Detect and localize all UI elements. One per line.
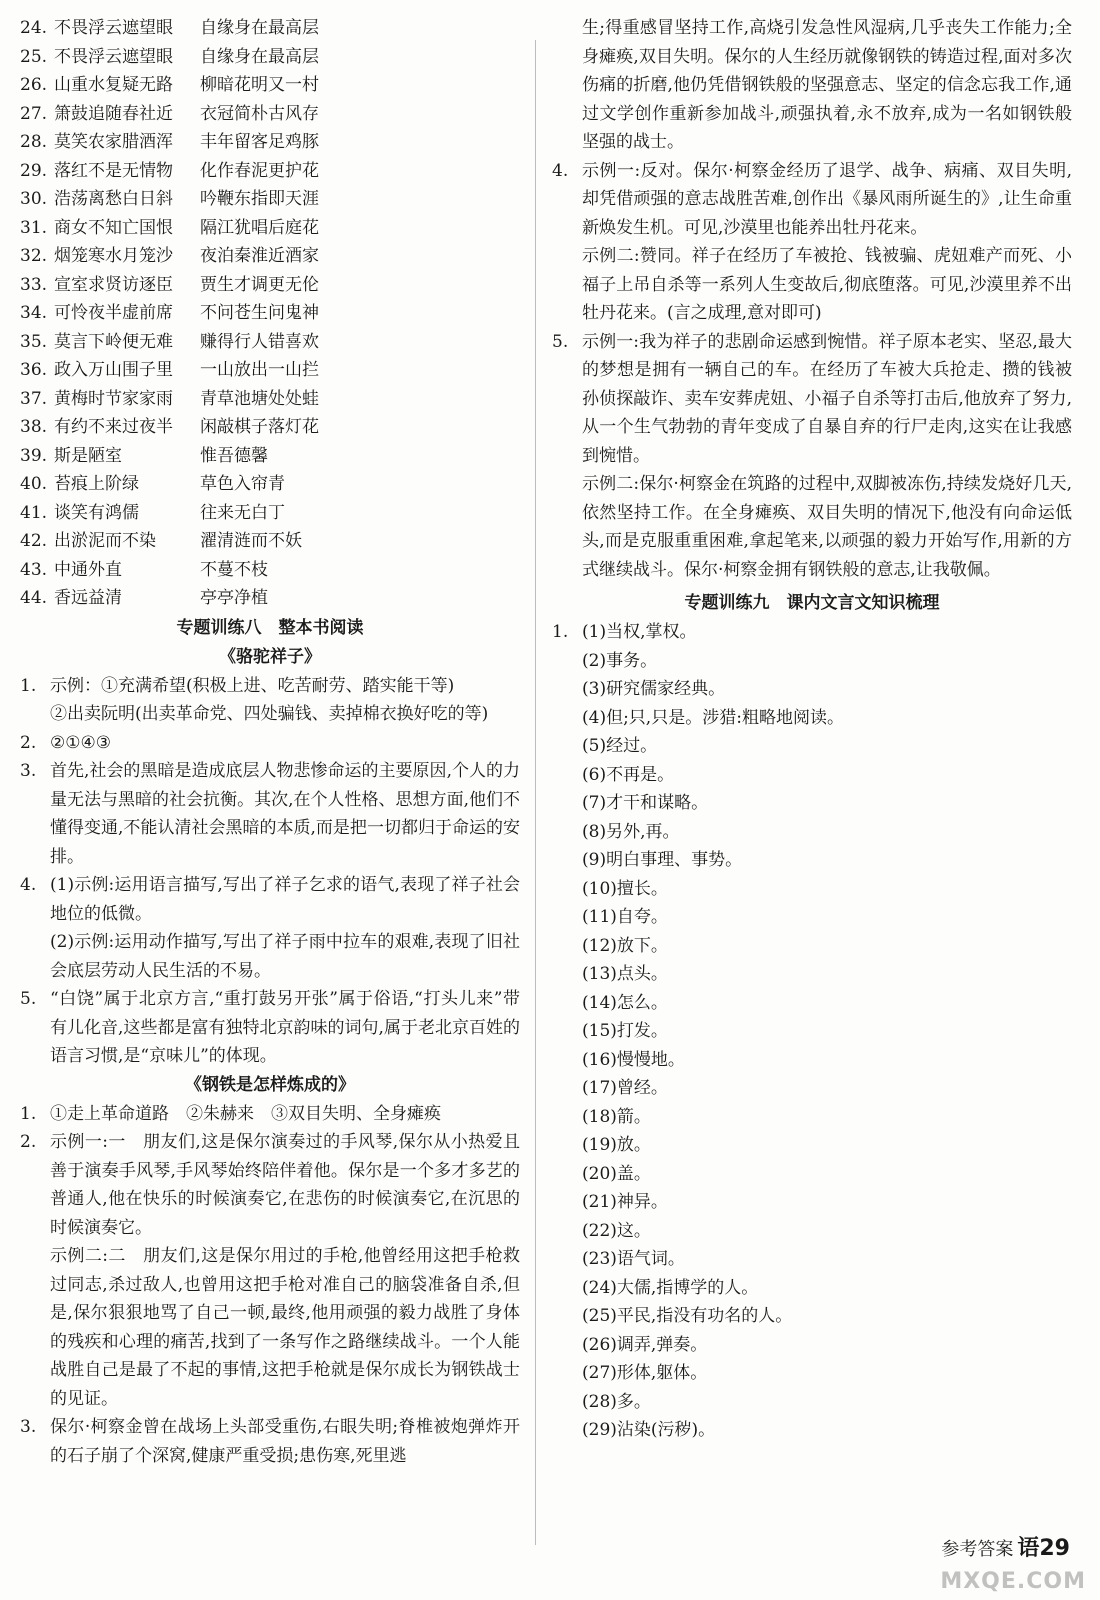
poem-line-b: 惟吾德馨 <box>200 445 268 466</box>
glossary-row <box>552 618 1072 647</box>
item-number: 3. <box>20 761 37 781</box>
poem-line-b: 夜泊秦淮近酒家 <box>200 246 319 266</box>
item-line: ①走上革命道路 ②朱赫来 ③双目失明、全身瘫痪 <box>50 1103 441 1124</box>
poem-line-a: 可怜夜半虚前席 <box>54 303 173 323</box>
item-continuation: (2)示例:运用动作描写,写出了祥子雨中拉车的艰难,表现了旧社会底层劳动人民生活的不易。 <box>50 932 520 981</box>
poem-line-a: 不畏浮云遮望眼 <box>54 46 173 67</box>
item-number: 4. <box>20 875 37 895</box>
item-number: 2. <box>20 732 37 753</box>
poem-line-b: 自缘身在最高层 <box>200 46 319 67</box>
poem-line-a: 出淤泥而不染 <box>54 531 156 551</box>
item-number <box>552 1245 582 1274</box>
poem-line-b: 丰年留客足鸡豚 <box>200 132 319 152</box>
glossary-row <box>552 1359 1072 1388</box>
item-number <box>552 1416 582 1445</box>
poem-line-a: 政入万山围子里 <box>54 360 173 380</box>
item-number <box>552 1388 582 1417</box>
poem-row <box>20 556 520 585</box>
poem-line-a: 中通外直 <box>54 559 122 580</box>
glossary-row <box>552 1217 1072 1246</box>
poem-row <box>20 100 520 129</box>
poem-number: 28. <box>20 132 48 152</box>
answer-item-4 <box>552 157 1072 243</box>
glossary-row <box>552 846 1072 875</box>
item-line: (1)示例:运用语言描写,写出了祥子乞求的语气,表现了祥子社会地位的低微。 <box>50 875 520 924</box>
item-number <box>552 1302 582 1331</box>
glossary-row <box>552 704 1072 733</box>
poem-line-b: 自缘身在最高层 <box>200 18 319 38</box>
item-line: 示例：①充满希望(积极上进、吃苦耐劳、踏实能干等) <box>50 675 455 696</box>
glossary-row <box>552 1074 1072 1103</box>
poem-number: 32. <box>20 246 48 266</box>
glossary-entry: (7)才干和谋略。 <box>582 793 709 813</box>
glossary-entry: (2)事务。 <box>582 650 658 671</box>
glossary-entry: (12)放下。 <box>582 935 668 956</box>
item-number: 4. <box>552 160 569 181</box>
poem-line-b: 化作春泥更护花 <box>200 160 319 181</box>
poem-number: 44. <box>20 588 48 608</box>
poem-row <box>20 299 520 328</box>
page-footer <box>941 1531 1070 1562</box>
column-divider <box>535 40 536 1545</box>
item-text: 示例一:我为祥子的悲剧命运感到惋惜。祥子原本老实、坚忍,最大的梦想是拥有一辆自己的车。在经历了车被大兵抢走、攒的钱被孙侦探敲诈、卖车安葬虎妞、小福子自杀等打击后,他放弃了努力,从一个生气勃勃的青年变成了自暴自弃的行尸走肉,这实在让我感到惋惜。 <box>582 331 1072 466</box>
poem-line-b: 一山放出一山拦 <box>200 360 319 380</box>
item4-example2: 示例二:赞同。祥子在经历了车被抢、钱被骗、虎妞难产而死、小福子上吊自杀等一系列人生变故后,彻底堕落。可见,沙漠里养不出牡丹花来。(言之成理,意对即可) <box>582 246 1072 323</box>
poem-line-b: 草色入帘青 <box>200 474 285 494</box>
poem-row <box>20 185 520 214</box>
poem-row <box>20 43 520 72</box>
glossary-entry: (6)不再是。 <box>582 764 675 785</box>
section8-title: 专题训练八 整本书阅读 <box>176 617 364 638</box>
item-number <box>552 1331 582 1360</box>
item-number <box>552 761 582 790</box>
glossary-entry: (9)明白事理、事势。 <box>582 850 743 870</box>
poem-number: 43. <box>20 559 48 580</box>
answer-item <box>20 1100 520 1129</box>
poem-row <box>20 271 520 300</box>
item-number <box>552 1103 582 1132</box>
glossary-entry: (14)怎么。 <box>582 992 668 1013</box>
poem-number: 40. <box>20 474 48 494</box>
answer-item <box>20 729 520 758</box>
poem-row <box>20 527 520 556</box>
item-text <box>50 1128 520 1242</box>
page-number: 语29 <box>1017 1536 1070 1561</box>
poem-line-a: 莫言下岭便无难 <box>54 331 173 352</box>
answer-item <box>20 1413 520 1470</box>
glossary-entry: (24)大儒,指博学的人。 <box>582 1277 759 1298</box>
item-line: 首先,社会的黑暗是造成底层人物悲惨命运的主要原因,个人的力量无法与黑暗的社会抗衡。其次,在个人性格、思想方面,他们不懂得变通,不能认清社会黑暗的本质,而是把一切都归于命运的安排。 <box>50 761 520 867</box>
glossary-entry: (17)曾经。 <box>582 1078 668 1098</box>
poem-line-a: 山重水复疑无路 <box>54 75 173 95</box>
poem-number: 35. <box>20 331 48 352</box>
glossary-row <box>552 1046 1072 1075</box>
poem-line-a: 莫笑农家腊酒浑 <box>54 132 173 152</box>
glossary-entry: (29)沾染(污秽)。 <box>582 1420 716 1440</box>
glossary-entry: (5)经过。 <box>582 736 658 756</box>
item-number <box>552 675 582 704</box>
item-text <box>50 757 520 871</box>
item-number <box>552 1160 582 1189</box>
right-column <box>552 14 1072 1445</box>
poem-line-b: 隔江犹唱后庭花 <box>200 217 319 238</box>
item-number <box>552 704 582 733</box>
poem-line-a: 浩荡离愁白日斜 <box>54 189 173 209</box>
item-number <box>552 932 582 961</box>
poem-row <box>20 242 520 271</box>
glossary-entry: (10)擅长。 <box>582 878 668 899</box>
glossary-row <box>552 1416 1072 1445</box>
poem-line-a: 落红不是无情物 <box>54 160 173 181</box>
poem-line-a: 斯是陋室 <box>54 445 122 466</box>
glossary-entry: (15)打发。 <box>582 1021 668 1041</box>
answer-item <box>20 1128 520 1242</box>
poem-row <box>20 356 520 385</box>
glossary-row <box>552 1160 1072 1189</box>
poem-number: 33. <box>20 274 48 295</box>
glossary-entry: (23)语气词。 <box>582 1249 685 1269</box>
item-continuation: ②出卖阮明(出卖革命党、四处骗钱、卖掉棉衣换好吃的等) <box>50 704 489 724</box>
answer-item <box>20 985 520 1071</box>
item-number <box>552 1074 582 1103</box>
item-text <box>50 871 520 928</box>
poem-number: 29. <box>20 160 48 181</box>
item3-continued: 生;得重感冒坚持工作,高烧引发急性风湿病,几乎丧失工作能力;全身瘫痪,双目失明。保尔的人生经历就像钢铁的铸造过程,面对多次伤痛的折磨,他仍凭借钢铁般的坚强意志、坚定的信念忘我工作,通过文学创作重新参加战斗,顽强执着,永不放弃,成为一名如钢铁般坚强的战士。 <box>582 18 1072 152</box>
glossary-entry: (18)箭。 <box>582 1106 651 1127</box>
glossary-entry: (16)慢慢地。 <box>582 1049 685 1070</box>
item-number: 1. <box>20 675 37 696</box>
poem-row <box>20 157 520 186</box>
glossary-row <box>552 818 1072 847</box>
answer-item <box>20 757 520 871</box>
glossary-row <box>552 875 1072 904</box>
poem-line-b: 闲敲棋子落灯花 <box>200 417 319 437</box>
glossary-row <box>552 903 1072 932</box>
item-number: 2. <box>20 1132 37 1152</box>
poem-line-b: 衣冠简朴古风存 <box>200 103 319 124</box>
glossary-entry: (22)这。 <box>582 1220 651 1241</box>
poem-number: 27. <box>20 103 48 124</box>
book2-answers <box>20 1100 520 1471</box>
poem-line-b: 柳暗花明又一村 <box>200 75 319 95</box>
glossary-row <box>552 1274 1072 1303</box>
poem-line-a: 香远益清 <box>54 588 122 608</box>
item-line: 保尔·柯察金曾在战场上头部受重伤,右眼失明;脊椎被炮弹炸开的石子崩了个深窝,健康严重受损;患伤寒,死里逃 <box>50 1417 520 1466</box>
left-column <box>20 14 520 1470</box>
glossary-row <box>552 675 1072 704</box>
glossary-row <box>552 960 1072 989</box>
item-number <box>552 1274 582 1303</box>
item-number: 1. <box>20 1103 37 1124</box>
poem-line-b: 不蔓不枝 <box>200 559 268 580</box>
poem-line-b: 吟鞭东指即天涯 <box>200 189 319 209</box>
glossary-entry: (27)形体,躯体。 <box>582 1363 708 1383</box>
poem-line-b: 贾生才调更无伦 <box>200 274 319 295</box>
poem-number: 24. <box>20 18 48 38</box>
book1-answers <box>20 672 520 1071</box>
poem-line-b: 往来无白丁 <box>200 502 285 523</box>
glossary-entry: (25)平民,指没有功名的人。 <box>582 1306 793 1326</box>
poem-row <box>20 470 520 499</box>
poem-line-b: 青草池塘处处蛙 <box>200 388 319 409</box>
glossary-row <box>552 1388 1072 1417</box>
item5-example2: 示例二:保尔·柯察金在筑路的过程中,双脚被冻伤,持续发烧好几天,依然坚持工作。在全身瘫痪、双目失明的情况下,他没有向命运低头,而是克服重重困难,拿起笔来,以顽强的毅力开始写作,用新的方式继续战斗。保尔·柯察金拥有钢铁般的意志,让我敬佩。 <box>582 474 1072 580</box>
poem-line-a: 谈笑有鸿儒 <box>54 502 139 523</box>
poem-number: 41. <box>20 502 48 523</box>
glossary-entry: (13)点头。 <box>582 964 668 984</box>
glossary-row <box>552 1103 1072 1132</box>
poem-row <box>20 385 520 414</box>
item-number <box>552 989 582 1018</box>
poem-number: 31. <box>20 217 48 238</box>
glossary-row <box>552 732 1072 761</box>
item-line: 示例一:一 朋友们,这是保尔演奏过的手风琴,保尔从小热爱且善于演奏手风琴,手风琴始终陪伴着他。保尔是一个多才多艺的普通人,他在快乐的时候演奏它,在悲伤的时候演奏它,在沉思的时候演奏它。 <box>50 1132 520 1238</box>
poem-line-b: 濯清涟而不妖 <box>200 531 302 551</box>
poem-line-a: 箫鼓追随春社近 <box>54 103 173 124</box>
answer-item <box>20 871 520 928</box>
book2-title: 《钢铁是怎样炼成的》 <box>185 1074 355 1095</box>
glossary-entry: (1)当权,掌权。 <box>582 622 697 642</box>
poem-number: 34. <box>20 303 48 323</box>
poem-row <box>20 442 520 471</box>
glossary-entry: (19)放。 <box>582 1135 651 1155</box>
poem-number: 36. <box>20 360 48 380</box>
glossary-entry: (20)盖。 <box>582 1163 651 1184</box>
item-number <box>552 1131 582 1160</box>
poem-row <box>20 71 520 100</box>
poem-line-b: 不问苍生问鬼神 <box>200 303 319 323</box>
glossary-entry: (3)研究儒家经典。 <box>582 679 726 699</box>
poem-row <box>20 328 520 357</box>
item-number <box>552 1359 582 1388</box>
poem-row <box>20 413 520 442</box>
item-text <box>50 1413 520 1470</box>
glossary-entry: (26)调弄,弹奏。 <box>582 1334 708 1355</box>
poem-line-a: 烟笼寒水月笼沙 <box>54 246 173 266</box>
item-number <box>552 647 582 676</box>
glossary-row <box>552 932 1072 961</box>
item-number <box>552 903 582 932</box>
poem-row <box>20 128 520 157</box>
poem-line-b: 赚得行人错喜欢 <box>200 331 319 352</box>
poem-line-a: 黄梅时节家家雨 <box>54 388 173 409</box>
item-number <box>552 1217 582 1246</box>
glossary-row <box>552 1245 1072 1274</box>
item-text <box>50 1100 520 1129</box>
answer-item-5 <box>552 328 1072 471</box>
item-continuation: 示例二:二 朋友们,这是保尔用过的手枪,他曾经用这把手枪救过同志,杀过敌人,也曾用这把手枪对准自己的脑袋准备自杀,但是,保尔狠狠地骂了自己一顿,最终,他用顽强的毅力战胜了身体的残疾和心理的痛苦,找到了一条写作之路继续战斗。一个人能战胜自己是最了不起的事情,这把手枪就是保尔成长为钢铁战士的见证。 <box>50 1246 520 1409</box>
item-number <box>552 846 582 875</box>
footer-label: 参考答案 <box>941 1539 1014 1560</box>
glossary-row <box>552 1331 1072 1360</box>
item-number: 3. <box>20 1417 37 1437</box>
poem-row <box>20 584 520 613</box>
poem-number: 38. <box>20 417 48 437</box>
glossary-entry: (21)神异。 <box>582 1192 668 1212</box>
poem-line-b: 亭亭净植 <box>200 588 268 608</box>
section9-answers <box>552 618 1072 1445</box>
glossary-row <box>552 1017 1072 1046</box>
glossary-entry: (11)自夸。 <box>582 907 668 927</box>
item-number <box>552 1017 582 1046</box>
glossary-row <box>552 1302 1072 1331</box>
poem-row <box>20 214 520 243</box>
item-line: “白饶”属于北京方言,“重打鼓另开张”属于俗语,“打头儿来”带有儿化音,这些都是富有独特北京韵味的词句,属于老北京百姓的语言习惯,是“京味儿”的体现。 <box>50 989 520 1066</box>
item-line: ②①④③ <box>50 732 111 753</box>
item-number <box>552 875 582 904</box>
item-number <box>552 732 582 761</box>
poem-line-a: 有约不来过夜半 <box>54 417 173 437</box>
item-number <box>552 818 582 847</box>
item-number <box>552 1046 582 1075</box>
poem-row <box>20 499 520 528</box>
poem-answer-list <box>20 14 520 613</box>
item-text: 示例一:反对。保尔·柯察金经历了退学、战争、病痛、双目失明,却凭借顽强的意志战胜苦难,创作出《暴风雨所诞生的》,让生命重新焕发生机。可见,沙漠里也能养出牡丹花来。 <box>582 160 1072 238</box>
poem-number: 25. <box>20 46 48 67</box>
answer-item <box>20 672 520 701</box>
poem-line-a: 宣室求贤访逐臣 <box>54 274 173 295</box>
item-number: 5. <box>20 989 37 1009</box>
section9-title: 专题训练九 课内文言文知识梳理 <box>684 593 940 613</box>
poem-number: 30. <box>20 189 48 209</box>
poem-number: 39. <box>20 445 48 466</box>
item-number <box>552 1188 582 1217</box>
poem-row <box>20 14 520 43</box>
poem-line-a: 商女不知亡国恨 <box>54 217 173 238</box>
poem-line-a: 苔痕上阶绿 <box>54 474 139 494</box>
watermark: MXQE.COM <box>940 1569 1086 1594</box>
glossary-row <box>552 1188 1072 1217</box>
glossary-entry: (8)另外,再。 <box>582 821 680 842</box>
item-number <box>552 960 582 989</box>
item-text <box>50 985 520 1071</box>
item-number: 1. <box>552 622 569 642</box>
glossary-row <box>552 761 1072 790</box>
item-number <box>552 789 582 818</box>
glossary-entry: (28)多。 <box>582 1391 651 1412</box>
glossary-row <box>552 789 1072 818</box>
glossary-row <box>552 989 1072 1018</box>
poem-line-a: 不畏浮云遮望眼 <box>54 18 173 38</box>
poem-number: 26. <box>20 75 48 95</box>
poem-number: 42. <box>20 531 48 551</box>
glossary-entry: (4)但;只,只是。涉猎:粗略地阅读。 <box>582 707 844 728</box>
glossary-row <box>552 1131 1072 1160</box>
item-number: 5. <box>552 331 569 352</box>
glossary-row <box>552 647 1072 676</box>
item-text <box>50 729 520 758</box>
book1-title: 《骆驼祥子》 <box>219 646 321 667</box>
item-text <box>50 672 520 701</box>
poem-number: 37. <box>20 388 48 409</box>
